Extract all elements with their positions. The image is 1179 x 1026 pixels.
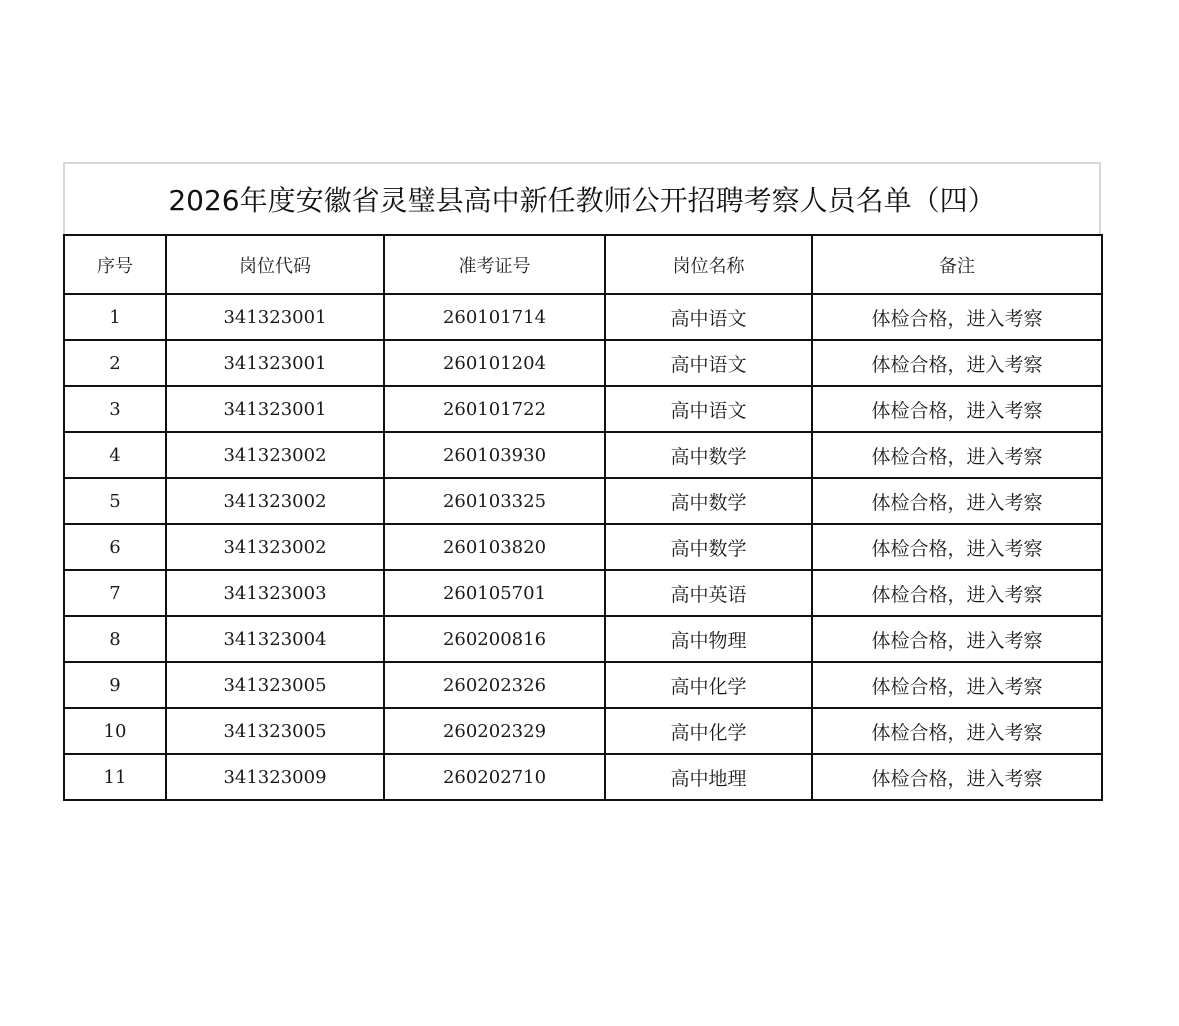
cell-position-code: 341323009 [166, 754, 384, 800]
cell-position-name: 高中数学 [605, 432, 812, 478]
cell-remarks: 体检合格，进入考察 [812, 570, 1102, 616]
cell-exam-number: 260103930 [384, 432, 605, 478]
cell-remarks: 体检合格，进入考察 [812, 754, 1102, 800]
cell-exam-number: 260101204 [384, 340, 605, 386]
cell-exam-number: 260101714 [384, 294, 605, 340]
cell-position-code: 341323002 [166, 432, 384, 478]
cell-position-name: 高中英语 [605, 570, 812, 616]
cell-position-name: 高中物理 [605, 616, 812, 662]
cell-position-code: 341323001 [166, 386, 384, 432]
cell-remarks: 体检合格，进入考察 [812, 432, 1102, 478]
cell-position-name: 高中地理 [605, 754, 812, 800]
cell-position-code: 341323005 [166, 662, 384, 708]
cell-exam-number: 260105701 [384, 570, 605, 616]
cell-seq: 7 [64, 570, 166, 616]
table-row [64, 708, 1102, 754]
table-row [64, 524, 1102, 570]
cell-position-name: 高中语文 [605, 294, 812, 340]
header-position-name: 岗位名称 [605, 235, 812, 294]
cell-remarks: 体检合格，进入考察 [812, 662, 1102, 708]
cell-seq: 9 [64, 662, 166, 708]
cell-exam-number: 260202329 [384, 708, 605, 754]
cell-position-name: 高中语文 [605, 386, 812, 432]
cell-position-name: 高中化学 [605, 708, 812, 754]
cell-seq: 10 [64, 708, 166, 754]
cell-position-code: 341323001 [166, 340, 384, 386]
header-remarks: 备注 [812, 235, 1102, 294]
cell-remarks: 体检合格，进入考察 [812, 340, 1102, 386]
cell-seq: 8 [64, 616, 166, 662]
cell-position-name: 高中语文 [605, 340, 812, 386]
table-row [64, 754, 1102, 800]
cell-position-code: 341323002 [166, 524, 384, 570]
cell-remarks: 体检合格，进入考察 [812, 478, 1102, 524]
document-title: 2026年度安徽省灵璧县高中新任教师公开招聘考察人员名单（四） [168, 184, 996, 217]
title-box [63, 162, 1101, 234]
cell-seq: 6 [64, 524, 166, 570]
cell-position-code: 341323004 [166, 616, 384, 662]
cell-position-code: 341323005 [166, 708, 384, 754]
cell-position-name: 高中数学 [605, 524, 812, 570]
cell-exam-number: 260202326 [384, 662, 605, 708]
header-exam-number: 准考证号 [384, 235, 605, 294]
cell-position-code: 341323003 [166, 570, 384, 616]
table-row [64, 432, 1102, 478]
cell-position-code: 341323002 [166, 478, 384, 524]
candidate-table [63, 234, 1103, 801]
cell-exam-number: 260202710 [384, 754, 605, 800]
cell-seq: 5 [64, 478, 166, 524]
table-body [64, 294, 1102, 800]
document-sheet [63, 162, 1101, 801]
cell-exam-number: 260103325 [384, 478, 605, 524]
table-row [64, 478, 1102, 524]
cell-seq: 4 [64, 432, 166, 478]
header-seq: 序号 [64, 235, 166, 294]
cell-position-code: 341323001 [166, 294, 384, 340]
cell-seq: 3 [64, 386, 166, 432]
table-row [64, 386, 1102, 432]
cell-seq: 1 [64, 294, 166, 340]
cell-exam-number: 260200816 [384, 616, 605, 662]
table-header [64, 235, 1102, 294]
table-row [64, 340, 1102, 386]
table-row [64, 616, 1102, 662]
cell-remarks: 体检合格，进入考察 [812, 524, 1102, 570]
cell-remarks: 体检合格，进入考察 [812, 294, 1102, 340]
table-row [64, 662, 1102, 708]
cell-exam-number: 260101722 [384, 386, 605, 432]
cell-exam-number: 260103820 [384, 524, 605, 570]
cell-remarks: 体检合格，进入考察 [812, 616, 1102, 662]
header-position-code: 岗位代码 [166, 235, 384, 294]
cell-remarks: 体检合格，进入考察 [812, 708, 1102, 754]
cell-position-name: 高中数学 [605, 478, 812, 524]
table-row [64, 294, 1102, 340]
header-row [64, 235, 1102, 294]
cell-seq: 2 [64, 340, 166, 386]
table-row [64, 570, 1102, 616]
cell-seq: 11 [64, 754, 166, 800]
cell-remarks: 体检合格，进入考察 [812, 386, 1102, 432]
cell-position-name: 高中化学 [605, 662, 812, 708]
